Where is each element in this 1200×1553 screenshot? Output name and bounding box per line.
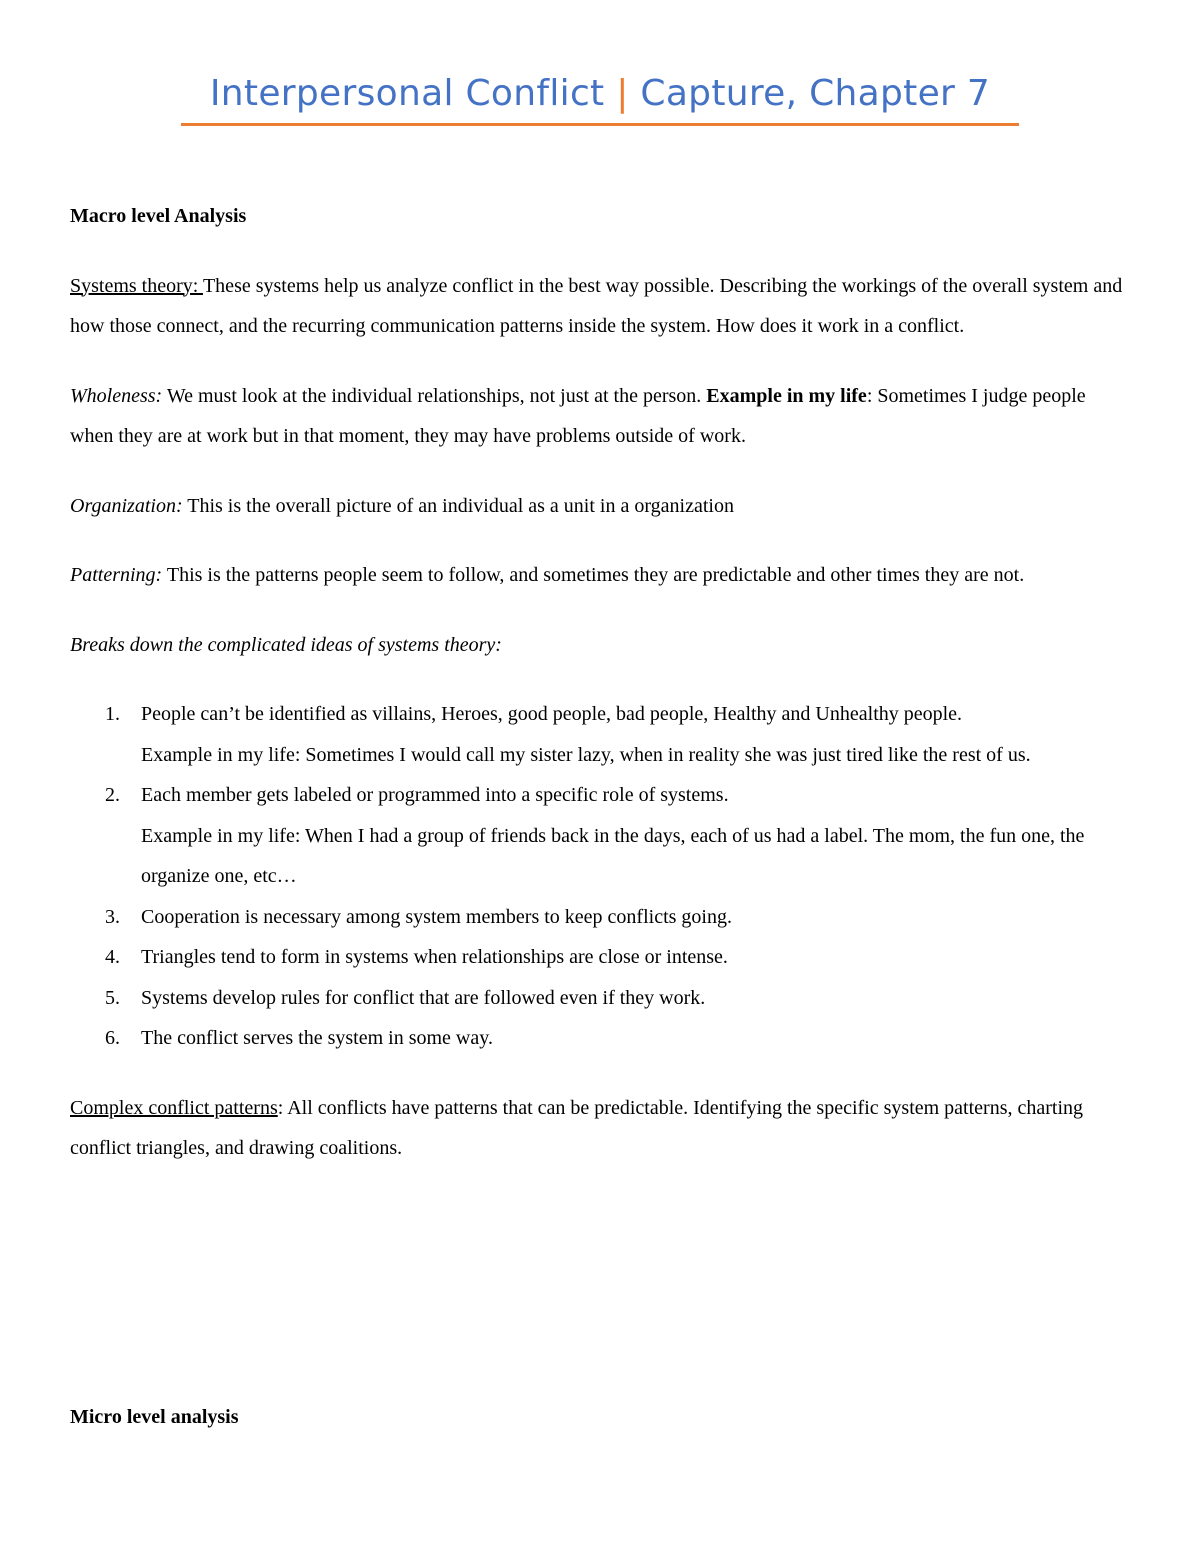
systems-theory-text: These systems help us analyze conflict in the best way possible. Describing the workings of the overall system and how those connect, and the recurring communication patterns inside the system. How does it work in a conflict.: [70, 274, 1123, 337]
breaks-down-heading: Breaks down the complicated ideas of systems theory:: [70, 633, 502, 656]
list-item-number: 1.: [105, 703, 120, 725]
wholeness-text: We must look at the individual relationships, not just at the person.: [162, 384, 707, 407]
list-item-number: 5.: [105, 986, 120, 1009]
wholeness-example-text: : Sometimes I judge people when they are at work but in that moment, they may have problems outside of work.: [70, 384, 1086, 447]
list-item-text: Systems develop rules for conflict that are followed even if they work.: [141, 986, 706, 1009]
patterning-term: Patterning:: [70, 564, 163, 586]
list-item-text: People can’t be identified as villains, Heroes, good people, bad people, Healthy and Unhealthy people.: [141, 703, 963, 725]
title-chapter: Capture, Chapter 7: [628, 73, 991, 114]
complex-patterns-term: Complex conflict patterns: [70, 1096, 278, 1119]
title-main: Interpersonal Conflict: [209, 73, 617, 114]
document-body: [70, 196, 1132, 1198]
list-item: [70, 775, 1132, 897]
organization-paragraph: [70, 486, 1132, 527]
systems-theory-term: Systems theory:: [70, 274, 203, 297]
patterning-text: This is the patterns people seem to follow, and sometimes they are predictable and other times they are not.: [162, 564, 1025, 586]
complex-patterns-paragraph: [70, 1088, 1132, 1169]
wholeness-example-label: Example in my life: [706, 384, 867, 407]
title-underline: [181, 123, 1019, 126]
title-separator: |: [616, 73, 629, 114]
document-title: [0, 68, 1200, 120]
list-item-number: 3.: [105, 905, 120, 928]
organization-term: Organization:: [70, 494, 183, 517]
organization-text: This is the overall picture of an individual as a unit in a organization: [182, 494, 734, 517]
list-item: [70, 897, 1132, 938]
list-item-number: 2.: [105, 784, 120, 806]
list-item-example: Example in my life: Sometimes I would call my sister lazy, when in reality she was just tired like the rest of us.: [141, 743, 1031, 766]
list-item-text: Each member gets labeled or programmed into a specific role of systems.: [141, 784, 729, 806]
list-item: [70, 1018, 1132, 1059]
macro-heading: Macro level Analysis: [70, 205, 247, 227]
list-item: [70, 937, 1132, 978]
list-item: [70, 978, 1132, 1019]
systems-theory-list: [70, 694, 1132, 1059]
list-item-text: Cooperation is necessary among system members to keep conflicts going.: [141, 905, 732, 928]
systems-theory-paragraph: [70, 266, 1132, 347]
list-item-text: The conflict serves the system in some way.: [141, 1027, 493, 1049]
micro-heading: Micro level analysis: [70, 1406, 239, 1428]
wholeness-term: Wholeness:: [70, 384, 163, 407]
patterning-paragraph: [70, 555, 1132, 596]
list-item-number: 6.: [105, 1027, 120, 1049]
list-item-number: 4.: [105, 946, 120, 968]
complex-patterns-text: : All conflicts have patterns that can be predictable. Identifying the specific system patterns, charting conflict triangles, and drawing coalitions.: [70, 1096, 1084, 1159]
list-item: [70, 694, 1132, 775]
list-item-example: Example in my life: When I had a group of friends back in the days, each of us had a label. The mom, the fun one, the organize one, etc…: [141, 824, 1085, 887]
list-item-text: Triangles tend to form in systems when relationships are close or intense.: [141, 946, 728, 968]
wholeness-paragraph: [70, 376, 1132, 457]
